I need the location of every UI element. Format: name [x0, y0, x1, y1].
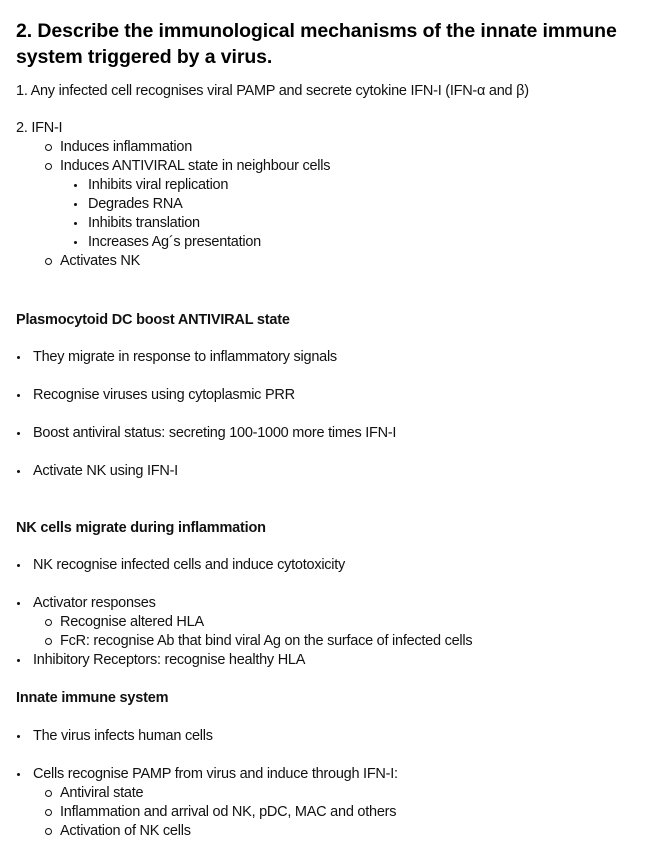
hollow-bullet-icon — [45, 809, 52, 816]
hollow-bullet-icon — [45, 790, 52, 797]
list-item — [16, 803, 636, 822]
list-item-text: Inflammation and arrival od NK, pDC, MAC and others — [60, 804, 397, 820]
list-item — [16, 613, 636, 632]
list-item-text: Activator responses — [33, 595, 156, 611]
list-item-text: Cells recognise PAMP from virus and induce through IFN-I: — [33, 766, 398, 782]
list-item — [16, 651, 636, 670]
list-item-text: Induces ANTIVIRAL state in neighbour cells — [60, 158, 331, 174]
section-heading: NK cells migrate during inflammation — [16, 520, 266, 536]
list-item-text: The virus infects human cells — [33, 728, 213, 744]
square-bullet-icon — [17, 602, 20, 605]
list-item — [16, 138, 636, 157]
list-item-text: Degrades RNA — [88, 196, 183, 212]
list-item — [16, 424, 636, 443]
list-item-text: Inhibitory Receptors: recognise healthy HLA — [33, 652, 306, 668]
square-bullet-icon — [74, 222, 77, 225]
list-item — [16, 556, 636, 575]
section-heading: Plasmocytoid DC boost ANTIVIRAL state — [16, 312, 290, 328]
list-item — [16, 214, 636, 233]
square-bullet-icon — [17, 356, 20, 359]
square-bullet-icon — [17, 470, 20, 473]
square-bullet-icon — [17, 564, 20, 567]
hollow-bullet-icon — [45, 163, 52, 170]
list-item-text: NK recognise infected cells and induce cytotoxicity — [33, 557, 346, 573]
list-item — [16, 784, 636, 803]
square-bullet-icon — [17, 773, 20, 776]
list-item — [16, 233, 636, 252]
list-item-text: Activates NK — [60, 253, 140, 269]
list-item-text: They migrate in response to inflammatory signals — [33, 349, 337, 365]
list-item — [16, 157, 636, 176]
square-bullet-icon — [74, 184, 77, 187]
list-item — [16, 462, 636, 481]
list-item-text: Antiviral state — [60, 785, 144, 801]
hollow-bullet-icon — [45, 828, 52, 835]
list-item-text: FcR: recognise Ab that bind viral Ag on the surface of infected cells — [60, 633, 473, 649]
square-bullet-icon — [17, 432, 20, 435]
square-bullet-icon — [17, 659, 20, 662]
page-title: 2. Describe the immunological mechanisms of the innate immune system triggered by a virus. — [16, 20, 617, 68]
list-item-text: Activate NK using IFN-I — [33, 463, 178, 479]
list-item — [16, 386, 636, 405]
square-bullet-icon — [17, 735, 20, 738]
list-item-text: Recognise altered HLA — [60, 614, 204, 630]
list-item — [16, 176, 636, 195]
list-item-text: Increases Ag´s presentation — [88, 234, 261, 250]
intro-item-2-label: 2. IFN-I — [16, 120, 63, 136]
list-item — [16, 252, 636, 271]
list-item-text: Inhibits viral replication — [88, 177, 229, 193]
hollow-bullet-icon — [45, 619, 52, 626]
list-item-text: Recognise viruses using cytoplasmic PRR — [33, 387, 295, 403]
square-bullet-icon — [17, 394, 20, 397]
list-item — [16, 822, 636, 841]
list-item-text: Induces inflammation — [60, 139, 193, 155]
list-item — [16, 727, 636, 746]
list-item-text: Boost antiviral status: secreting 100-1000 more times IFN-I — [33, 425, 397, 441]
hollow-bullet-icon — [45, 258, 52, 265]
document-page — [16, 18, 636, 841]
list-item — [16, 195, 636, 214]
section-heading: Innate immune system — [16, 690, 169, 706]
hollow-bullet-icon — [45, 638, 52, 645]
list-item — [16, 632, 636, 651]
list-item-text: Activation of NK cells — [60, 823, 191, 839]
list-item — [16, 348, 636, 367]
list-item-text: Inhibits translation — [88, 215, 200, 231]
square-bullet-icon — [74, 203, 77, 206]
square-bullet-icon — [74, 241, 77, 244]
hollow-bullet-icon — [45, 144, 52, 151]
list-item — [16, 594, 636, 613]
intro-item-1: 1. Any infected cell recognises viral PAMP and secrete cytokine IFN-I (IFN-α and β) — [16, 83, 529, 99]
list-item — [16, 765, 636, 784]
